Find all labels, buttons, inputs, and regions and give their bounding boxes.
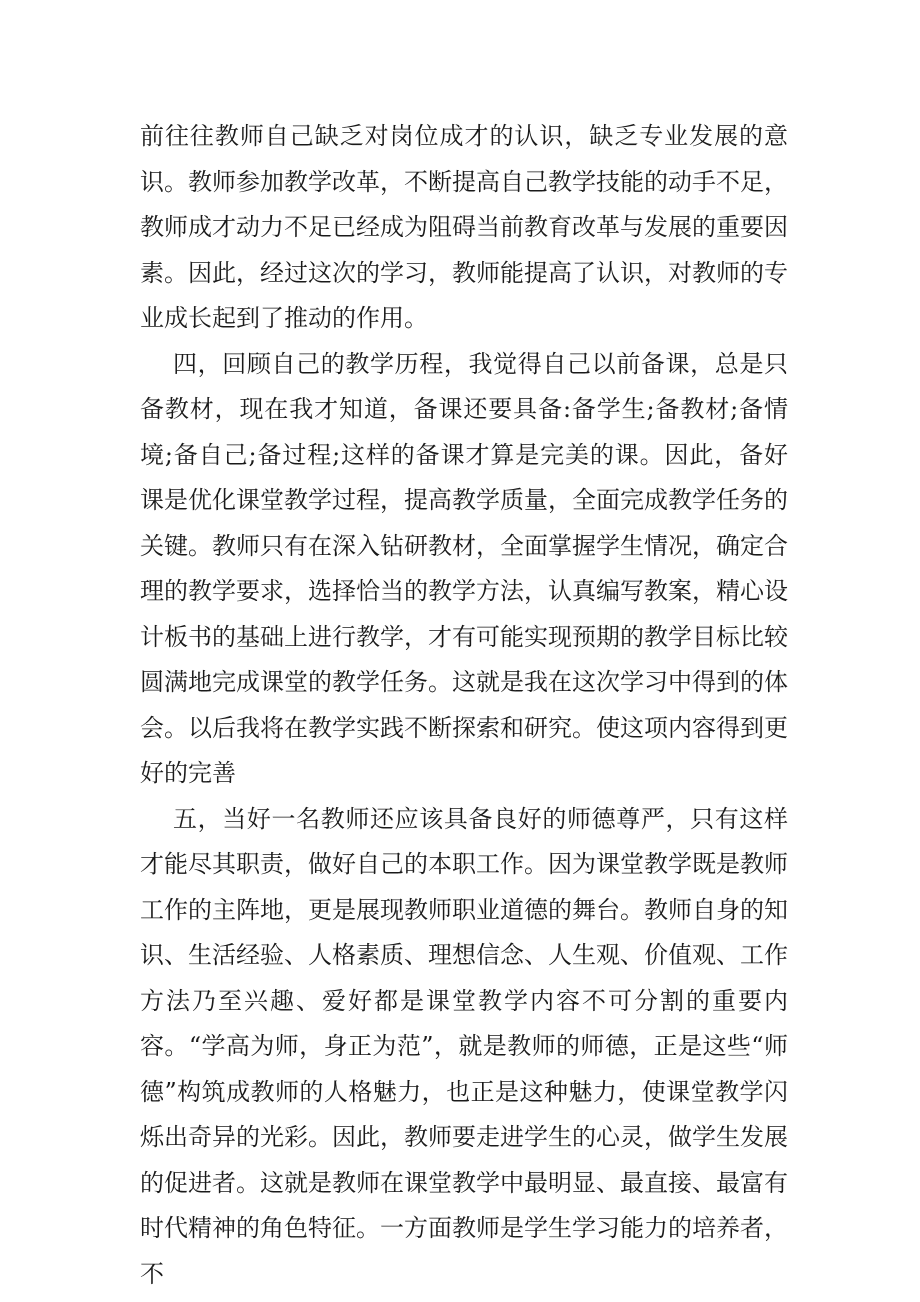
document-body [140, 114, 788, 1297]
paragraph-point-five: 五，当好一名教师还应该具备良好的师德尊严，只有这样才能尽其职责，做好自己的本职工作。因为课堂教学既是教师工作的主阵地，更是展现教师职业道德的舞台。教师自身的知识、生活经验、人格素质、理想信念、人生观、价值观、工作方法乃至兴趣、爱好都是课堂教学内容不可分割的重要内容。“学高为师，身正为范”，就是教师的师德，正是这些“师德”构筑成教师的人格魅力，也正是这种魅力，使课堂教学闪烁出奇异的光彩。因此，教师要走进学生的心灵，做学生发展的促进者。这就是教师在课堂教学中最明显、最直接、最富有时代精神的角色特征。一方面教师是学生学习能力的培养者，不 [140, 804, 789, 1288]
paragraph-continuation: 前往往教师自己缺乏对岗位成才的认识，缺乏专业发展的意识。教师参加教学改革，不断提高自己教学技能的动手不足，教师成才动力不足已经成为阻碍当前教育改革与发展的重要因素。因此，经过这次的学习，教师能提高了认识，对教师的专业成长起到了推动的作用。 [140, 122, 788, 332]
paragraph-point-four: 四，回顾自己的教学历程，我觉得自己以前备课，总是只备教材，现在我才知道，备课还要具备:备学生;备教材;备情境;备自己;备过程;这样的备课才算是完美的课。因此，备好课是优化课堂教学过程，提高教学质量，全面完成教学任务的关键。教师只有在深入钻研教材，全面掌握学生情况，确定合理的教学要求，选择恰当的教学方法，认真编写教案，精心设计板书的基础上进行教学，才有可能实现预期的教学目标比较圆满地完成课堂的教学任务。这就是我在这次学习中得到的体会。以后我将在教学实践不断探索和研究。使这项内容得到更好的完善 [140, 349, 789, 787]
